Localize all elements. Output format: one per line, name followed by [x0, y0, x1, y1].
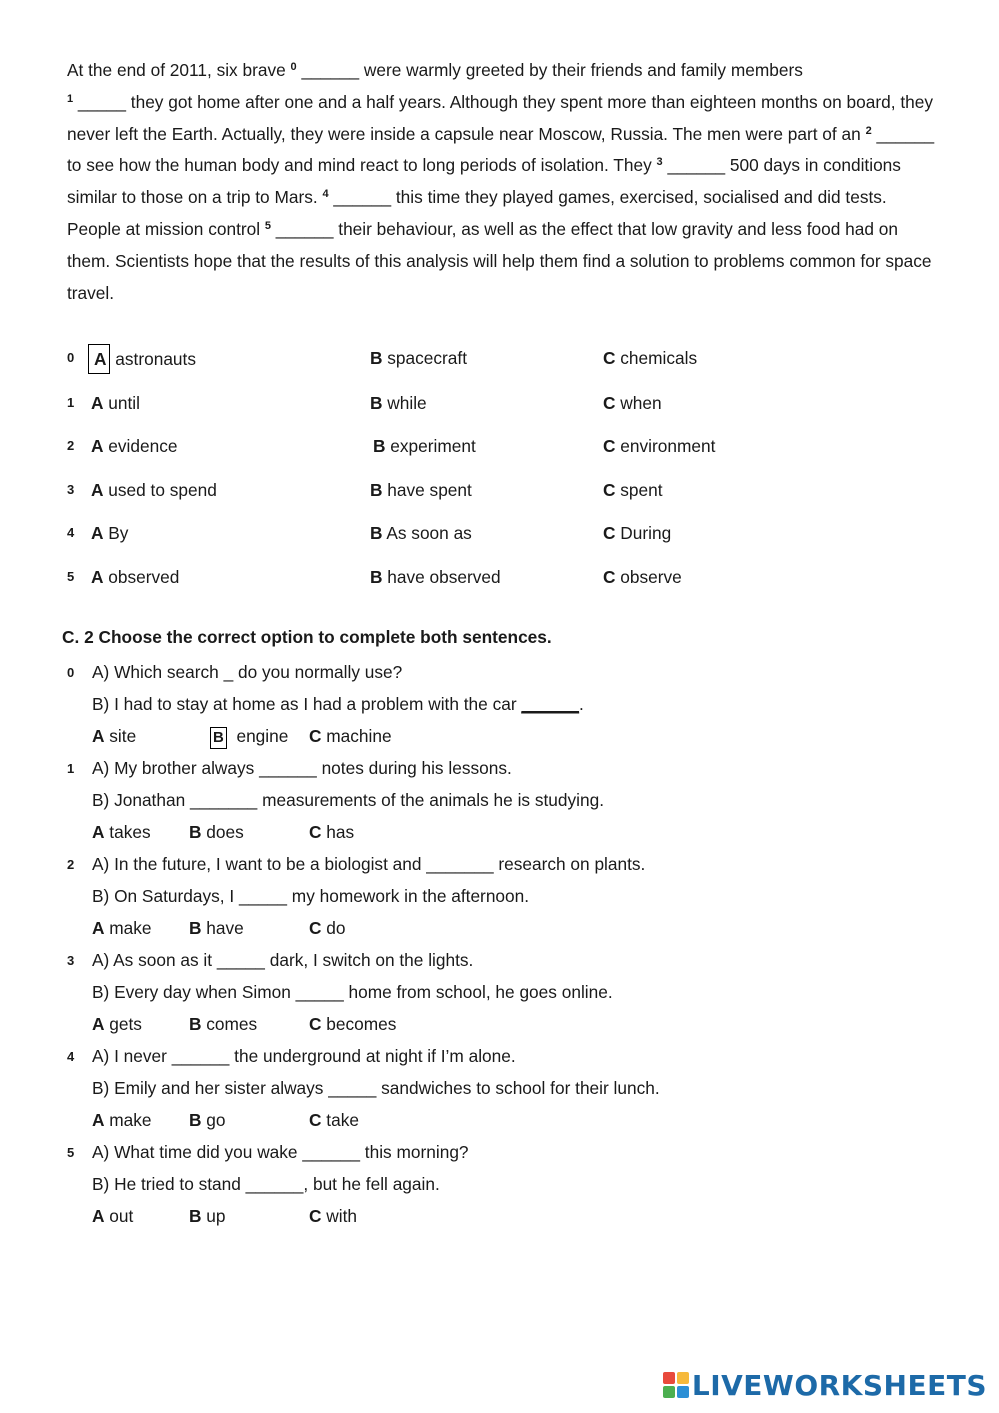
option-text: when — [615, 393, 662, 413]
option-a[interactable] — [91, 519, 128, 547]
option-b[interactable] — [189, 1106, 226, 1134]
option-b[interactable] — [210, 722, 288, 750]
option-letter: B — [189, 1110, 202, 1130]
passage-text: ______ 500 days in conditions similar to those on a trip to Mars. — [67, 155, 901, 208]
passage-text: ______ to see how the human body and mind react to long periods of isolation. They — [67, 123, 935, 176]
question-number: 1 — [67, 395, 75, 410]
option-text: out — [104, 1206, 134, 1226]
option-letter: A — [91, 480, 104, 500]
reading-passage — [67, 55, 937, 309]
option-text: astronauts — [110, 349, 196, 369]
option-letter: B — [189, 1014, 202, 1034]
option-letter: C — [603, 393, 616, 413]
option-letter: C — [309, 726, 322, 746]
logo-tile — [677, 1372, 689, 1384]
sentence-b: B) Jonathan _______ measurements of the animals he is studying. — [92, 790, 605, 810]
option-text: environment — [615, 436, 716, 456]
option-c[interactable] — [603, 432, 715, 460]
option-text: chemicals — [615, 348, 698, 368]
option-row — [0, 344, 999, 372]
option-text: with — [321, 1206, 358, 1226]
option-row — [0, 563, 999, 591]
option-letter: A — [91, 436, 104, 456]
sentence-b: B) He tried to stand ______, but he fell again. — [92, 1174, 440, 1194]
sentence-b — [92, 690, 584, 718]
question-number: 3 — [67, 953, 75, 968]
logo-icon — [663, 1372, 689, 1398]
option-letter: A — [92, 918, 105, 938]
sentence-a: A) Which search _ do you normally use? — [92, 662, 403, 682]
question-number: 2 — [67, 857, 75, 872]
option-text: has — [321, 822, 355, 842]
option-c[interactable] — [603, 389, 662, 417]
option-letter: C — [309, 918, 322, 938]
option-a[interactable] — [91, 476, 217, 504]
option-text: do — [321, 918, 346, 938]
option-b[interactable] — [370, 389, 427, 417]
option-a[interactable] — [92, 1106, 152, 1134]
gap-number: 2 — [865, 124, 872, 137]
option-c[interactable] — [309, 1010, 396, 1038]
sentence-a: A) My brother always ______ notes during his lessons. — [92, 758, 512, 778]
option-text: up — [201, 1206, 226, 1226]
option-text: machine — [321, 726, 392, 746]
option-c[interactable] — [309, 914, 346, 942]
option-letter: B — [189, 918, 202, 938]
option-a[interactable] — [91, 432, 177, 460]
selected-letter: A — [88, 344, 110, 374]
option-b[interactable] — [189, 1010, 257, 1038]
option-letter: C — [603, 348, 616, 368]
option-a[interactable] — [90, 344, 196, 374]
option-letter: C — [603, 480, 616, 500]
selected-letter: B — [210, 727, 227, 749]
option-text: go — [201, 1110, 226, 1130]
section-title: C. 2 Choose the correct option to complete both sentences. — [62, 627, 552, 647]
option-letter: A — [92, 1014, 105, 1034]
gap-number: 1 — [67, 92, 74, 105]
gap-number: 0 — [290, 61, 297, 73]
question-number: 4 — [67, 1049, 75, 1064]
option-letter: C — [603, 523, 616, 543]
option-letter: B — [370, 480, 383, 500]
question-number: 0 — [67, 665, 75, 680]
option-text: As soon as — [382, 523, 472, 543]
option-c[interactable] — [309, 818, 354, 846]
question-number: 0 — [67, 350, 75, 365]
logo-text: LIVEWORKSHEETS — [691, 1368, 987, 1402]
option-letter: A — [92, 1206, 105, 1226]
sentence-b: B) Every day when Simon _____ home from school, he goes online. — [92, 982, 613, 1002]
sentence-text: . — [579, 694, 584, 714]
option-letter: A — [91, 567, 104, 587]
passage-text: ______ their behaviour, as well as the effect that low gravity and less food had on them. Scientists hope that the results of this analysis will help them find a solution to problems common for space travel. — [67, 218, 932, 303]
option-letter: C — [309, 1014, 322, 1034]
logo-tile — [663, 1386, 675, 1398]
option-c[interactable] — [309, 1106, 359, 1134]
option-letter: C — [603, 567, 616, 587]
option-row — [0, 432, 999, 460]
option-a[interactable] — [92, 1010, 142, 1038]
option-text: takes — [104, 822, 151, 842]
logo-tile — [677, 1386, 689, 1398]
sentence-text: B) I had to stay at home as I had a problem with the car — [92, 694, 522, 714]
option-b[interactable] — [370, 519, 472, 547]
sentence-a: A) I never ______ the underground at night if I’m alone. — [92, 1046, 516, 1066]
option-c[interactable] — [603, 476, 663, 504]
option-letter: A — [91, 393, 104, 413]
option-letter: B — [370, 393, 383, 413]
option-letter: C — [309, 1110, 322, 1130]
option-text: have spent — [382, 480, 472, 500]
option-c[interactable] — [309, 1202, 357, 1230]
option-text: experiment — [385, 436, 476, 456]
gap-number: 5 — [264, 219, 271, 232]
option-letter: C — [309, 822, 322, 842]
option-letter: A — [92, 822, 105, 842]
option-text: while — [382, 393, 427, 413]
option-letter: C — [603, 436, 616, 456]
option-text: have — [201, 918, 244, 938]
sentence-a: A) As soon as it _____ dark, I switch on the lights. — [92, 950, 474, 970]
option-a[interactable] — [92, 914, 152, 942]
option-text: does — [201, 822, 244, 842]
option-text: observed — [103, 567, 180, 587]
option-text: take — [321, 1110, 359, 1130]
option-text: comes — [201, 1014, 258, 1034]
option-c[interactable] — [603, 344, 697, 372]
passage-text: _____ they got home after one and a half years. Although they spent more than eighteen months on board, they never left the Earth. Actually, they were inside a capsule near Moscow, Russia. The men were part of an — [67, 91, 933, 144]
option-row — [0, 389, 999, 417]
question-number: 5 — [67, 569, 75, 584]
option-a[interactable] — [91, 563, 179, 591]
sentence-b: B) On Saturdays, I _____ my homework in the afternoon. — [92, 886, 530, 906]
option-a[interactable] — [92, 1202, 133, 1230]
option-letter: C — [309, 1206, 322, 1226]
question-number: 4 — [67, 525, 75, 540]
option-b[interactable] — [189, 1202, 226, 1230]
option-c[interactable] — [603, 519, 671, 547]
option-letter: A — [92, 1110, 105, 1130]
option-b[interactable] — [370, 344, 467, 372]
option-letter: B — [370, 523, 383, 543]
option-c[interactable] — [309, 722, 392, 750]
passage-text: At the end of 2011, six brave — [67, 60, 291, 80]
option-letter: B — [189, 1206, 202, 1226]
question-number: 3 — [67, 482, 75, 497]
passage-text: ______ this time they played games, exercised, socialised and did tests. People at mission control — [67, 187, 887, 239]
option-text: evidence — [103, 436, 178, 456]
option-letter: B — [373, 436, 386, 456]
option-text: During — [615, 523, 672, 543]
option-b[interactable] — [189, 914, 244, 942]
option-row — [0, 476, 999, 504]
option-b[interactable] — [189, 818, 244, 846]
logo-tile — [663, 1372, 675, 1384]
option-text: engine — [236, 726, 289, 746]
option-row — [0, 519, 999, 547]
option-text: spacecraft — [382, 348, 468, 368]
option-letter: A — [92, 726, 105, 746]
sentence-a: A) What time did you wake ______ this morning? — [92, 1142, 469, 1162]
option-text: becomes — [321, 1014, 397, 1034]
option-a[interactable] — [91, 389, 140, 417]
gap-number: 3 — [656, 156, 663, 169]
option-b[interactable] — [370, 476, 472, 504]
option-text: observe — [615, 567, 682, 587]
option-letter: B — [370, 348, 383, 368]
option-text: By — [103, 523, 129, 543]
option-letter: B — [370, 567, 383, 587]
option-text: site — [104, 726, 137, 746]
option-c[interactable] — [603, 563, 682, 591]
option-b[interactable] — [370, 563, 501, 591]
answer-blank[interactable]: ______ — [521, 694, 580, 714]
option-text: make — [104, 1110, 152, 1130]
passage-text: ______ were warmly greeted by their friends and family members — [296, 60, 803, 80]
liveworksheets-logo — [663, 1369, 987, 1401]
question-number: 2 — [67, 438, 75, 453]
option-a[interactable] — [92, 722, 136, 750]
option-a[interactable] — [92, 818, 151, 846]
option-text: have observed — [382, 567, 501, 587]
option-text: until — [103, 393, 140, 413]
sentence-b: B) Emily and her sister always _____ sandwiches to school for their lunch. — [92, 1078, 660, 1098]
option-text: spent — [615, 480, 663, 500]
option-b[interactable] — [373, 432, 476, 460]
option-letter: A — [91, 523, 104, 543]
option-text: make — [104, 918, 152, 938]
option-letter: B — [189, 822, 202, 842]
question-number: 1 — [67, 761, 75, 776]
gap-number: 4 — [322, 188, 329, 201]
sentence-a: A) In the future, I want to be a biologist and _______ research on plants. — [92, 854, 646, 874]
option-text: gets — [104, 1014, 142, 1034]
question-number: 5 — [67, 1145, 75, 1160]
option-text: used to spend — [103, 480, 217, 500]
